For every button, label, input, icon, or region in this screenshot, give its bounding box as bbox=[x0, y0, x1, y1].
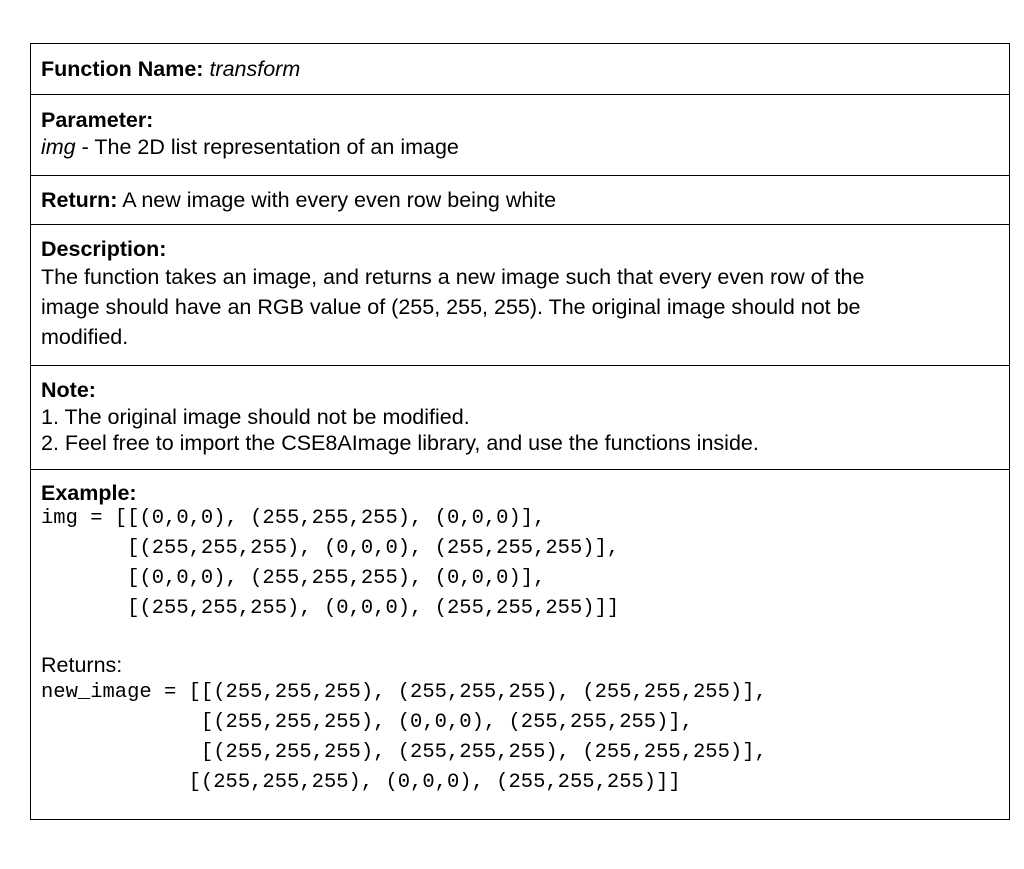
note-label: Note: bbox=[41, 378, 96, 402]
returns-label: Returns: bbox=[41, 653, 123, 677]
return-label: Return: bbox=[41, 188, 118, 212]
code-line: img = [[(0,0,0), (255,255,255), (0,0,0)], bbox=[41, 507, 546, 530]
function-name-value: transform bbox=[209, 57, 301, 81]
result-line: new_image = [[(255,255,255), (255,255,255), (255,255,255)], bbox=[41, 681, 767, 704]
code-line: [(255,255,255), (0,0,0), (255,255,255)], bbox=[41, 537, 620, 560]
result-line: [(255,255,255), (255,255,255), (255,255,255)], bbox=[41, 741, 767, 764]
description-label: Description: bbox=[41, 237, 167, 261]
function-spec-table bbox=[30, 43, 1010, 820]
return-row bbox=[31, 176, 1009, 225]
description-line: The function takes an image, and returns a new image such that every even row of the bbox=[41, 265, 865, 289]
note-line: 2. Feel free to import the CSE8AImage library, and use the functions inside. bbox=[41, 431, 759, 455]
example-label: Example: bbox=[41, 481, 137, 505]
result-code bbox=[41, 678, 999, 798]
example-code bbox=[41, 504, 999, 624]
parameter-text: - The 2D list representation of an image bbox=[75, 135, 459, 159]
example-row bbox=[31, 470, 1009, 819]
description-line: image should have an RGB value of (255, 255, 255). The original image should not be bbox=[41, 295, 861, 319]
note-row bbox=[31, 366, 1009, 470]
code-line: [(255,255,255), (0,0,0), (255,255,255)]] bbox=[41, 597, 620, 620]
description-row bbox=[31, 225, 1009, 366]
parameter-label: Parameter: bbox=[41, 108, 154, 132]
parameter-description bbox=[41, 134, 999, 161]
note-line: 1. The original image should not be modified. bbox=[41, 405, 470, 429]
function-name-row bbox=[31, 44, 1009, 95]
function-name-label: Function Name: bbox=[41, 57, 204, 81]
description-line: modified. bbox=[41, 325, 129, 349]
code-line: [(0,0,0), (255,255,255), (0,0,0)], bbox=[41, 567, 546, 590]
result-line: [(255,255,255), (0,0,0), (255,255,255)], bbox=[41, 711, 694, 734]
parameter-row bbox=[31, 95, 1009, 176]
result-line: [(255,255,255), (0,0,0), (255,255,255)]] bbox=[41, 771, 681, 794]
parameter-name: img bbox=[41, 135, 76, 159]
return-text: A new image with every even row being white bbox=[117, 188, 557, 212]
